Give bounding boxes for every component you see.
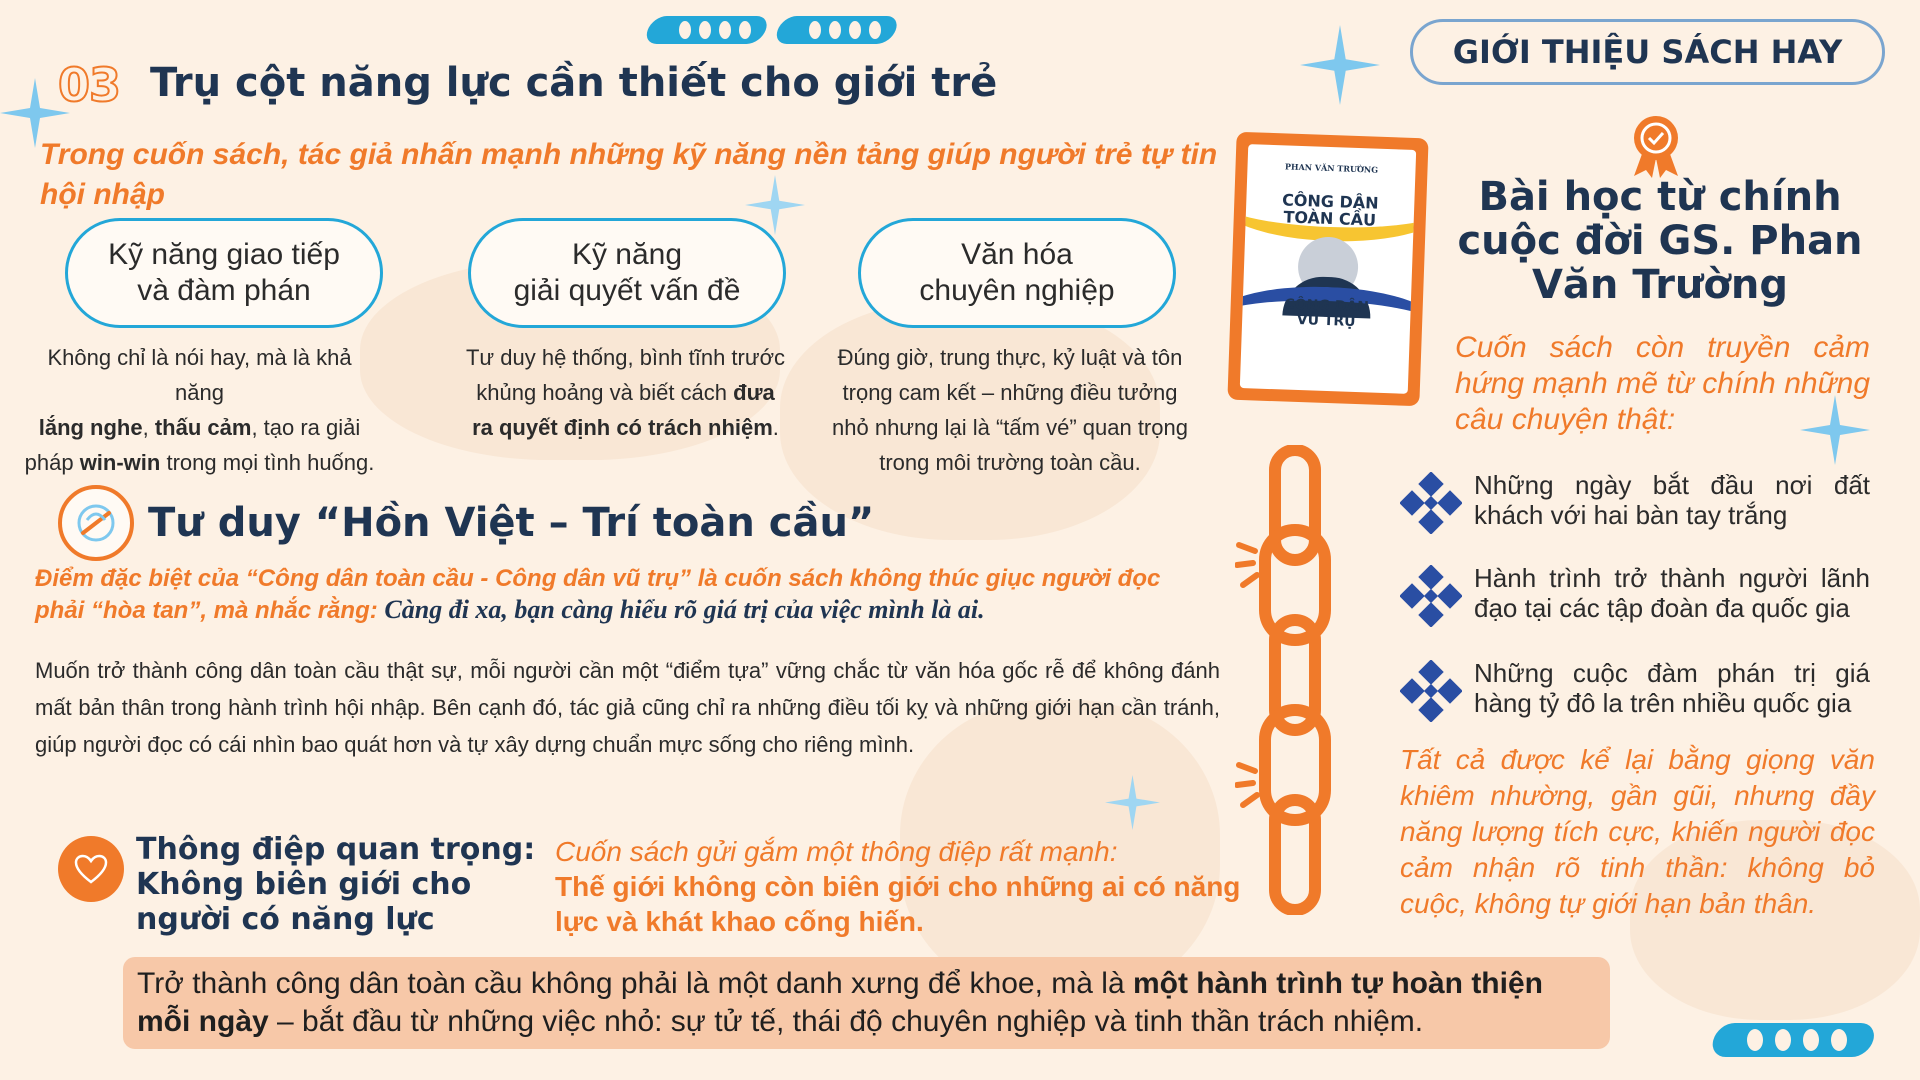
book-title-2 — [1242, 296, 1411, 332]
closing-text: Tất cả được kể lại bằng giọng văn khiêm nhường, gần gũi, nhưng đầy năng lượng tích cực, khiến người đọc cảm nhận rõ tinh thần: không bỏ cuộc, không tự giới hạn bản thân. — [1400, 744, 1875, 919]
book-cover — [1227, 132, 1428, 407]
pillar-description — [22, 340, 377, 480]
category-tag: GIỚI THIỆU SÁCH HAY — [1410, 19, 1885, 85]
right-intro: Cuốn sách còn truyền cảm hứng mạnh mẽ từ chính những câu chuyện thật: — [1455, 331, 1870, 436]
pillar-title-line: Kỹ năng — [571, 238, 683, 271]
special-text: phải “hòa tan”, mà nhắc rằng: — [35, 597, 378, 624]
dash-pattern-decoration — [1705, 1015, 1880, 1065]
message-title — [136, 832, 556, 937]
desc-bold: thấu cảm — [154, 415, 252, 440]
globe-link-icon — [58, 485, 134, 561]
message-text — [555, 834, 1255, 939]
list-item-text: Những ngày bắt đầu nơi đất khách với hai bàn tay trắng — [1474, 470, 1870, 530]
heart-icon — [58, 836, 124, 902]
body-paragraph: Muốn trở thành công dân toàn cầu thật sự, mỗi người cần một “điểm tựa” vững chắc từ văn hóa gốc rễ để không đánh mất bản thân trong hành trình hội nhập. Bên cạnh đó, tác giả cũng chỉ ra những điều tối kỵ và những giới hạn cần tránh, giúp người đọc có cái nhìn bao quát hơn và tự xây dựng chuẩn mực sống cho riêng mình. — [35, 658, 1220, 757]
banner-text: Trở thành công dân toàn cầu không phải là một danh xưng để khoe, mà là — [137, 967, 1133, 1000]
desc-text: Không chỉ là nói hay, mà là khả năng — [47, 345, 352, 405]
section-title: Tư duy “Hồn Việt – Trí toàn cầu” — [148, 500, 875, 546]
chain-icon — [1235, 445, 1355, 915]
desc-text: khủng hoảng và biết cách — [476, 380, 734, 405]
book-title-line: CÔNG DÂN — [1281, 190, 1379, 213]
desc-bold: ra quyết định có trách nhiệm — [472, 415, 773, 440]
desc-text: Tư duy hệ thống, bình tĩnh trước — [465, 345, 786, 370]
list-item — [1400, 658, 1870, 722]
sparkle-icon — [1300, 25, 1380, 105]
diamond-cluster-icon — [1400, 472, 1462, 534]
desc-text: pháp — [24, 450, 80, 475]
message-lead: Cuốn sách gửi gắm một thông điệp rất mạnh: — [555, 836, 1118, 867]
book-title-1 — [1246, 190, 1415, 230]
message-title-line: Thông điệp quan trọng: — [136, 832, 536, 867]
dash-pattern-decoration — [640, 10, 900, 50]
message-title-line: Không biên giới cho — [136, 867, 472, 902]
desc-text: . — [772, 415, 779, 440]
pillar-title-line: chuyên nghiệp — [919, 274, 1115, 307]
list-item — [1400, 470, 1870, 534]
desc-text: , tạo ra giải — [251, 415, 361, 440]
desc-bold: win-win — [79, 450, 161, 475]
list-item — [1400, 563, 1870, 627]
section-number: 03 — [58, 58, 121, 112]
pillar-title-line: Kỹ năng giao tiếp — [108, 238, 340, 271]
sparkle-icon — [1105, 775, 1160, 830]
book-author: PHAN VĂN TRƯỜNG — [1284, 161, 1379, 175]
banner-bold: một hành trình tự hoàn thiện mỗi ngày — [137, 967, 1543, 1038]
desc-text: trong môi trường toàn cầu. — [879, 450, 1141, 475]
book-title-line: TOÀN CẦU — [1283, 207, 1377, 230]
desc-bold: lắng nghe — [38, 415, 143, 440]
pillar-professional-culture — [858, 218, 1176, 328]
pillar-description — [815, 340, 1205, 480]
intro-text: Trong cuốn sách, tác giả nhấn mạnh những kỹ năng nền tảng giúp người trẻ tự tin hội nhập — [40, 138, 1218, 211]
list-item-text: Những cuộc đàm phán trị giá hàng tỷ đô la trên nhiều quốc gia — [1474, 658, 1870, 718]
book-title-line: CÔNG DÂN — [1284, 296, 1370, 316]
pillar-title-line: giải quyết vấn đề — [513, 274, 741, 307]
pillar-title-line: Văn hóa — [961, 238, 1073, 271]
pillar-description — [448, 340, 803, 445]
desc-text: Đúng giờ, trung thực, kỷ luật và tôn — [837, 345, 1183, 370]
desc-bold: đưa — [733, 380, 775, 405]
pillar-communication — [65, 218, 383, 328]
key-quote: Càng đi xa, bạn càng hiểu rõ giá trị của việc mình là ai. — [384, 595, 985, 624]
pillar-problem-solving — [468, 218, 786, 328]
special-text: Điểm đặc biệt của “Công dân toàn cầu - Công dân vũ trụ” là cuốn sách không thúc giục người đọc — [35, 565, 1161, 592]
desc-text: trọng cam kết – những điều tưởng — [842, 380, 1178, 405]
diamond-cluster-icon — [1400, 660, 1462, 722]
desc-text: , — [142, 415, 155, 440]
pillar-title-line: và đàm phán — [137, 274, 311, 307]
desc-text: nhỏ nhưng lại là “tấm vé” quan trọng — [832, 415, 1188, 440]
message-bold: Thế giới không còn biên giới cho những ai có năng lực và khát khao cống hiến. — [555, 871, 1241, 937]
page-title: Trụ cột năng lực cần thiết cho giới trẻ — [150, 60, 998, 106]
diamond-cluster-icon — [1400, 565, 1462, 627]
message-title-line: người có năng lực — [136, 902, 435, 937]
banner-text: – bắt đầu từ những việc nhỏ: sự tử tế, thái độ chuyên nghiệp và tinh thần trách nhiệm. — [268, 1005, 1424, 1038]
right-heading: Bài học từ chính cuộc đời GS. Phan Văn Trường — [1457, 174, 1863, 308]
special-note — [35, 563, 1235, 627]
award-badge-icon — [1628, 114, 1684, 178]
desc-text: trong mọi tình huống. — [160, 450, 375, 475]
book-title-line: VŨ TRỤ — [1296, 311, 1356, 330]
list-item-text: Hành trình trở thành người lãnh đạo tại các tập đoàn đa quốc gia — [1474, 563, 1870, 623]
conclusion-banner — [123, 957, 1610, 1049]
